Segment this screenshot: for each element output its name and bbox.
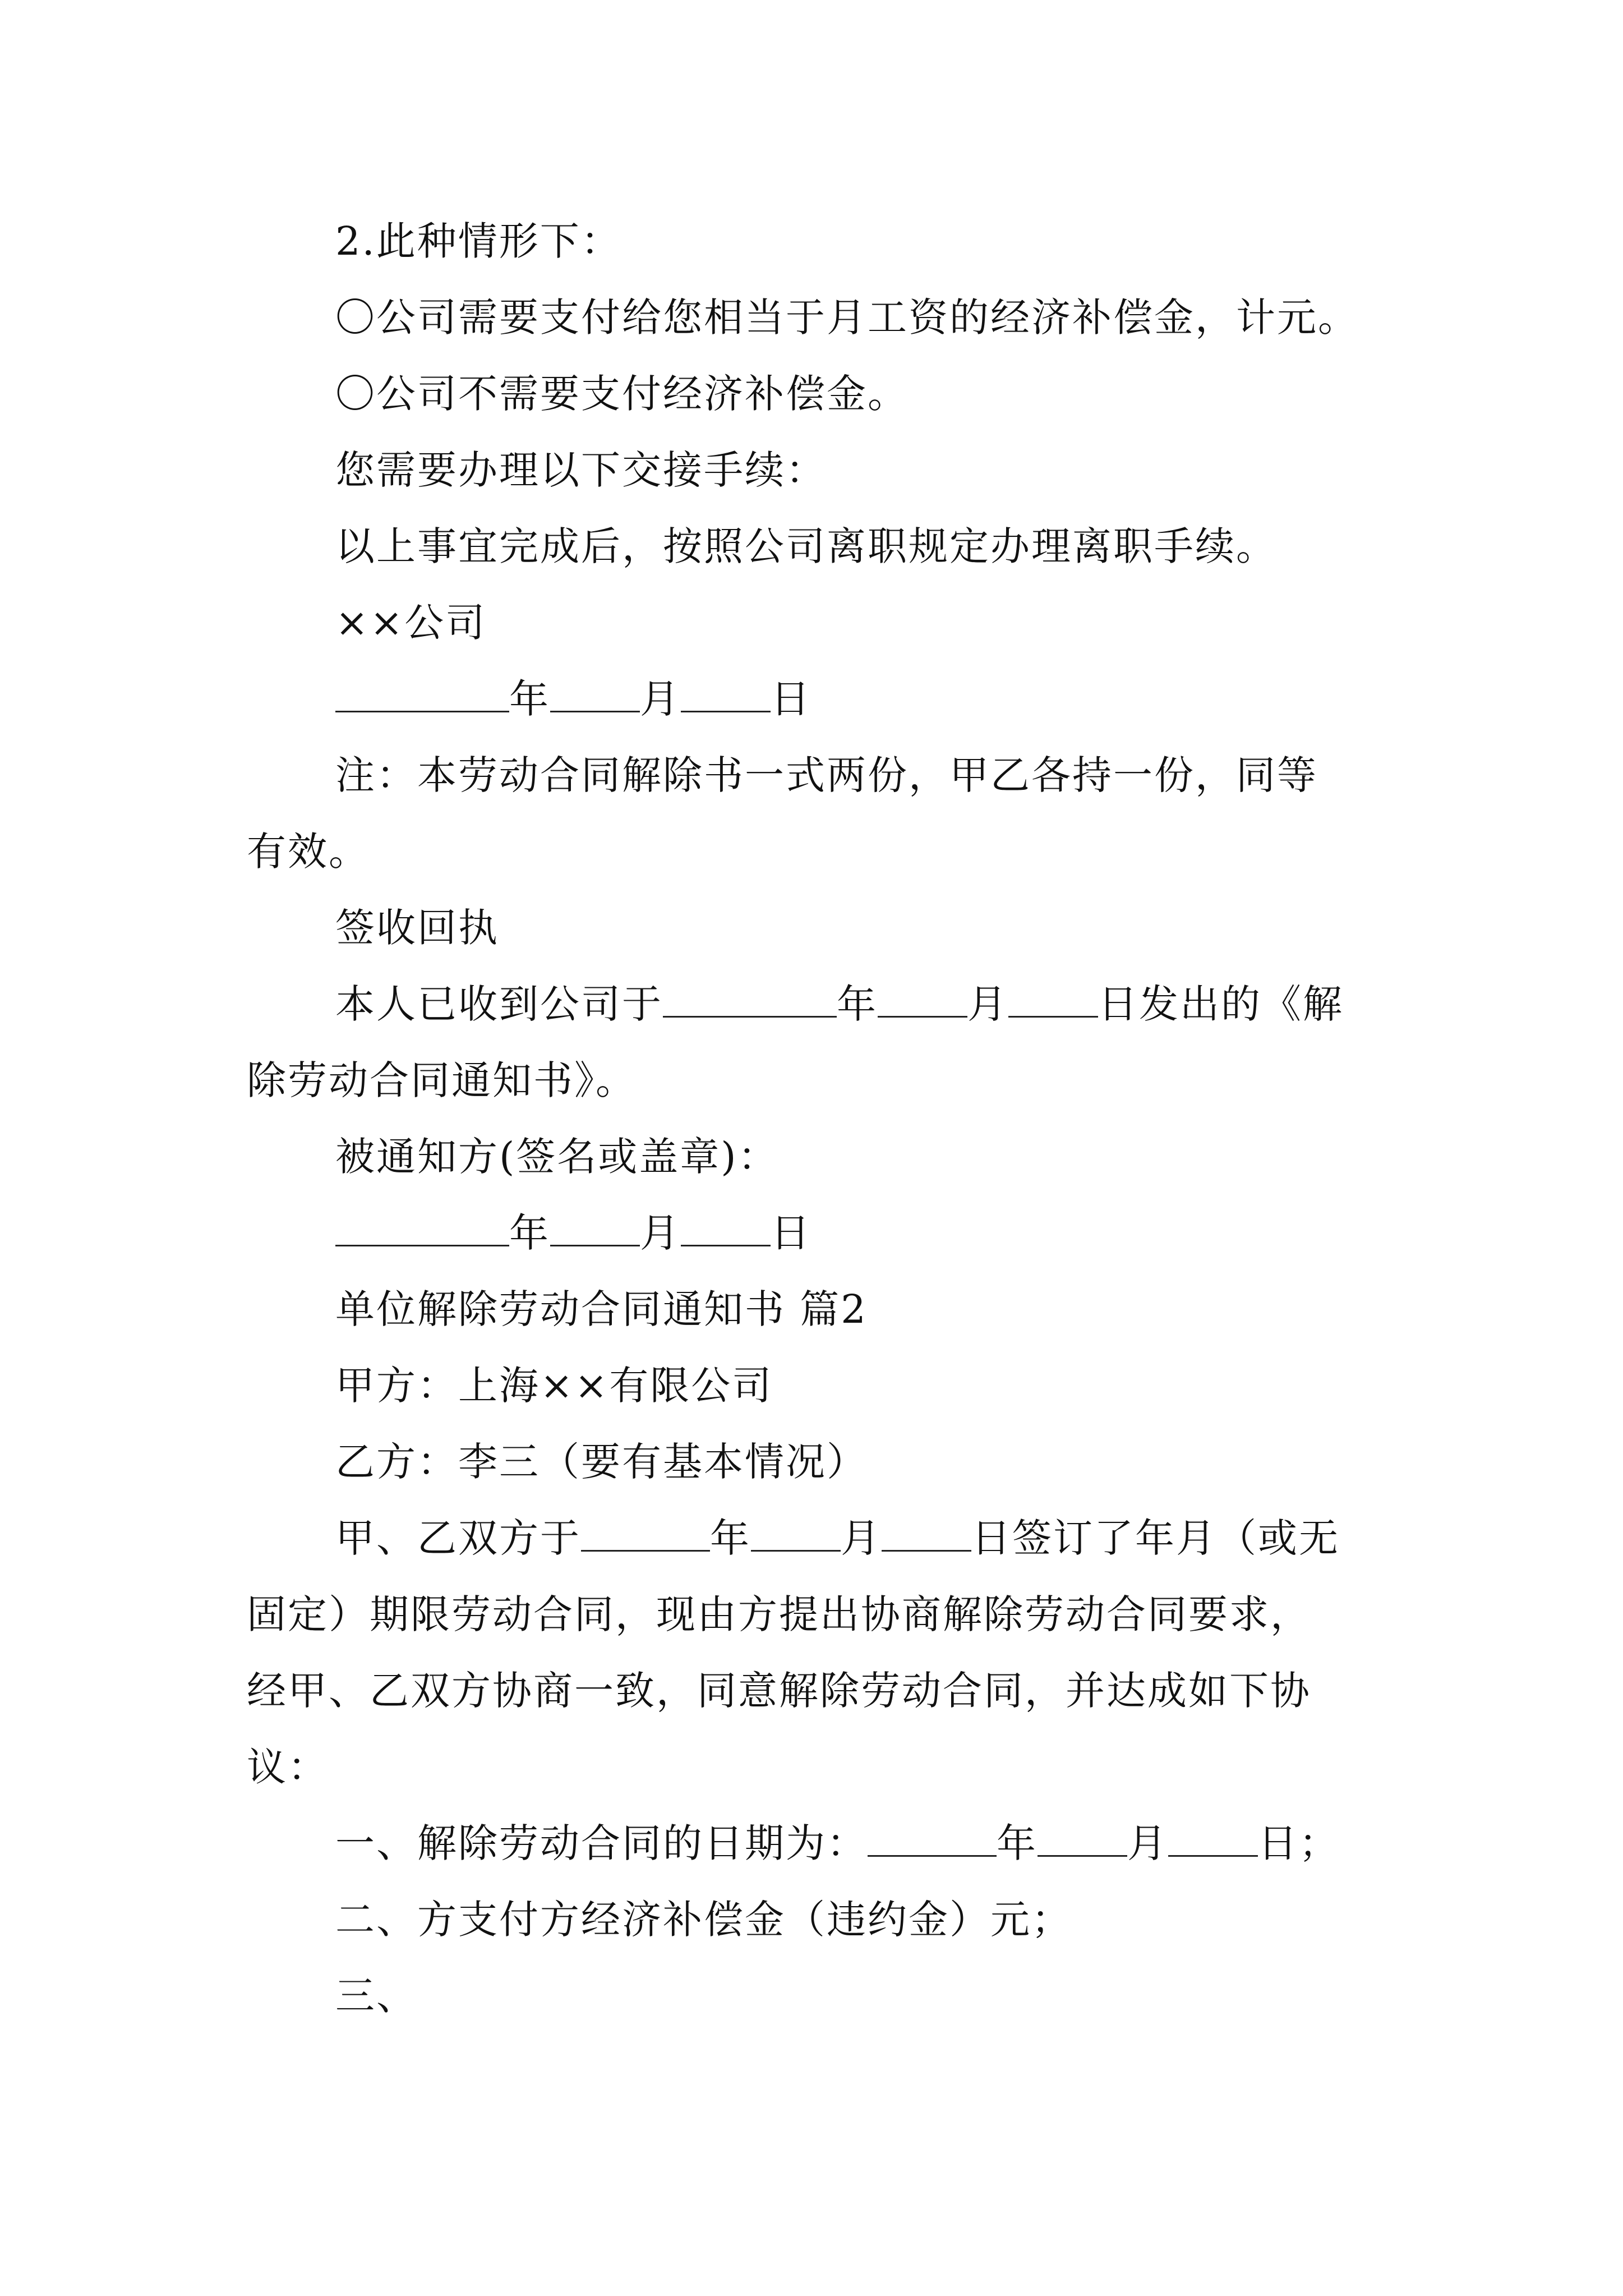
- date-line-2: [335, 1209, 811, 1257]
- month-label: 月: [967, 981, 1008, 1027]
- handover-procedures: 您需要办理以下交接手续：: [335, 447, 827, 493]
- agreement-line-cont-3: 议：: [247, 1744, 329, 1790]
- resignation-procedures: 以上事宜完成后，按照公司离职规定办理离职手续。: [335, 523, 1277, 569]
- receipt-text-b: 日发出的《解: [1098, 981, 1344, 1027]
- agreement-line-cont-2: 经甲、乙双方协商一致，同意解除劳动合同，并达成如下协: [247, 1668, 1311, 1714]
- agreement-text-b: 日签订了年月（或无: [971, 1515, 1340, 1561]
- month-blank: [878, 982, 967, 1018]
- note-line: 注：本劳动合同解除书一式两份，甲乙各持一份，同等: [335, 752, 1318, 798]
- year-label: 年: [509, 1210, 550, 1256]
- year-blank: [335, 1211, 509, 1246]
- option-compensation: 〇公司需要支付给您相当于月工资的经济补偿金，计元。: [335, 295, 1359, 341]
- year-blank: [581, 1516, 710, 1552]
- month-label: 月: [841, 1515, 882, 1561]
- term-1-text: 一、解除劳动合同的日期为：: [335, 1820, 868, 1866]
- month-blank: [1038, 1821, 1127, 1857]
- month-blank: [550, 677, 640, 712]
- note-line-cont: 有效。: [247, 829, 370, 875]
- receipt-heading: 签收回执: [335, 905, 499, 951]
- year-blank: [663, 982, 837, 1018]
- receipt-line: [335, 981, 1344, 1028]
- day-blank: [1008, 982, 1098, 1018]
- receipt-text-a: 本人已收到公司于: [335, 981, 663, 1027]
- month-label: 月: [1127, 1820, 1168, 1866]
- signature-line: 被通知方(签名或盖章)：: [335, 1134, 779, 1180]
- month-blank: [751, 1516, 841, 1552]
- year-label: 年: [837, 981, 878, 1027]
- clause-2-heading: 2.此种情形下：: [335, 218, 622, 264]
- date-line-1: [335, 675, 811, 723]
- term-3: 三、: [335, 1973, 417, 2019]
- year-label: 年: [997, 1820, 1038, 1866]
- term-2: 二、方支付方经济补偿金（违约金）元；: [335, 1897, 1072, 1943]
- section-title: 单位解除劳动合同通知书 篇2: [335, 1286, 868, 1332]
- month-label: 月: [640, 1210, 681, 1256]
- year-label: 年: [509, 676, 550, 722]
- year-blank: [335, 677, 509, 712]
- party-b: 乙方：李三（要有基本情况）: [335, 1439, 868, 1485]
- day-label: 日: [771, 676, 811, 722]
- party-a: 甲方：上海××有限公司: [335, 1363, 773, 1409]
- day-blank: [681, 1211, 771, 1246]
- term-1-end: 日；: [1258, 1820, 1340, 1866]
- option-no-compensation: 〇公司不需要支付经济补偿金。: [335, 371, 909, 417]
- company-name: ××公司: [335, 600, 487, 646]
- term-1: [335, 1820, 1340, 1867]
- day-label: 日: [771, 1210, 811, 1256]
- day-blank: [681, 677, 771, 712]
- year-label: 年: [710, 1515, 751, 1561]
- receipt-line-cont: 除劳动合同通知书》。: [247, 1057, 637, 1103]
- day-blank: [882, 1516, 971, 1552]
- agreement-line: [335, 1515, 1340, 1562]
- year-blank: [868, 1821, 997, 1857]
- agreement-text-a: 甲、乙双方于: [335, 1515, 581, 1561]
- agreement-line-cont-1: 固定）期限劳动合同，现由方提出协商解除劳动合同要求，: [247, 1591, 1311, 1637]
- month-label: 月: [640, 676, 681, 722]
- month-blank: [550, 1211, 640, 1246]
- day-blank: [1168, 1821, 1258, 1857]
